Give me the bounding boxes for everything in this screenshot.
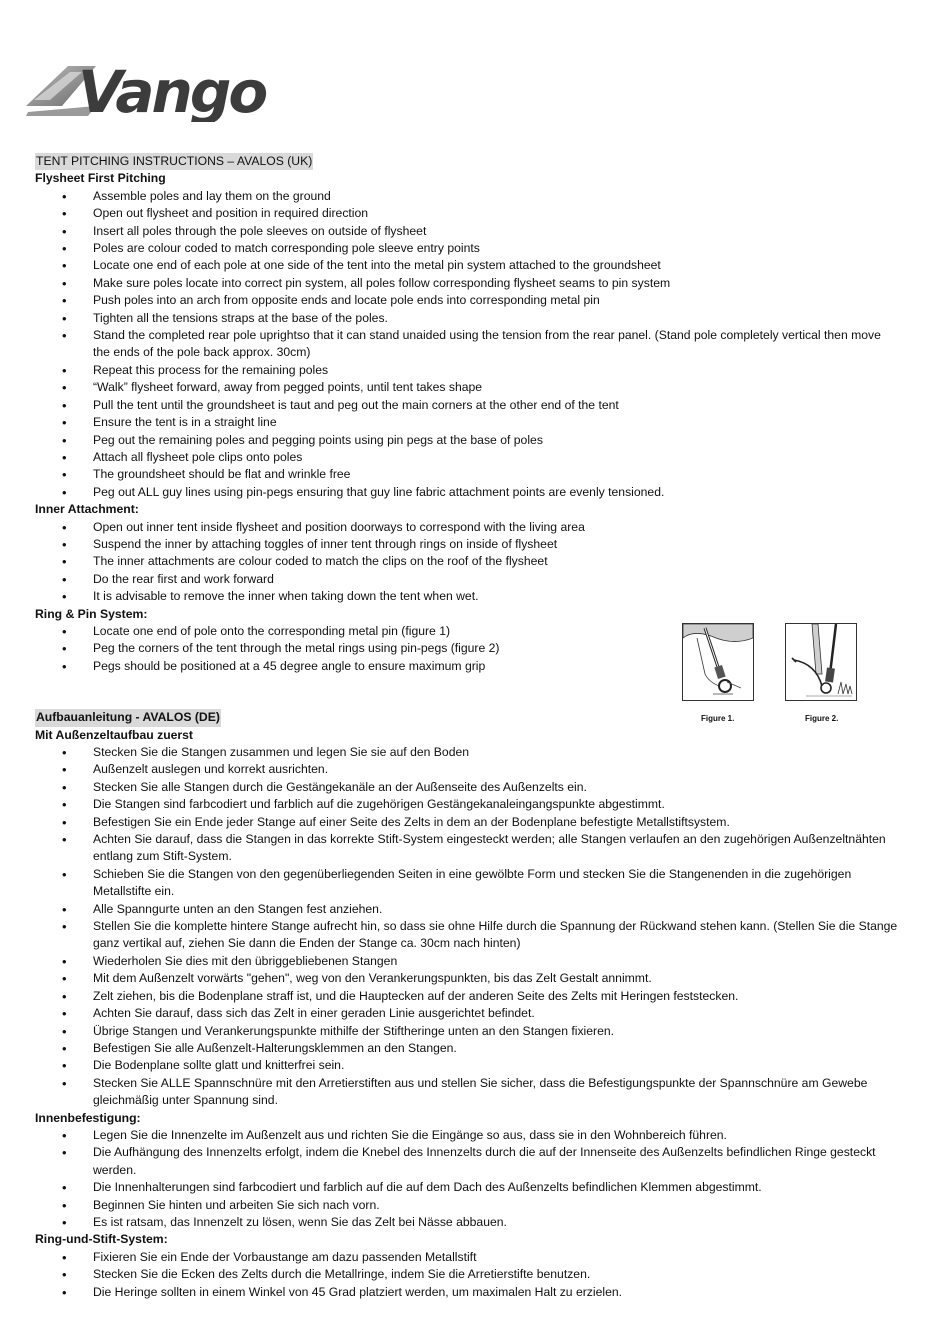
vango-logo-graphic — [26, 62, 301, 122]
list-item: • Die Innenhalterungen sind farbcodiert und farblich auf die auf dem Dach des Außenzelts befindlichen Klemmen abgestimmt. — [35, 1179, 900, 1196]
list-item: • Ensure the tent is in a straight line — [35, 414, 900, 431]
list-item: • Beginnen Sie hinten und arbeiten Sie sich nach vorn. — [35, 1197, 900, 1214]
list-item: • Locate one end of each pole at one side of the tent into the metal pin system attached to the groundsheet — [35, 257, 900, 274]
list-item: • Do the rear first and work forward — [35, 571, 900, 588]
list-item: • Pull the tent until the groundsheet is taut and peg out the main corners at the other end of the tent — [35, 397, 900, 414]
figure-2-caption: Figure 2. — [805, 714, 839, 723]
list-item: • Befestigen Sie ein Ende jeder Stange auf einer Seite des Zelts in dem an der Bodenplane befestigte Metallstiftsystem. — [35, 814, 900, 831]
list-item: • Befestigen Sie alle Außenzelt-Halterungsklemmen an den Stangen. — [35, 1040, 900, 1057]
list-item: • Open out inner tent inside flysheet and position doorways to correspond with the living area — [35, 519, 900, 536]
list-item: • Stecken Sie die Ecken des Zelts durch die Metallringe, indem Sie die Arretierstifte benutzen. — [35, 1266, 900, 1283]
uk-flysheet-heading: Flysheet First Pitching — [35, 171, 166, 186]
de-inner-list — [35, 1127, 900, 1231]
de-flysheet-heading: Mit Außenzeltaufbau zuerst — [35, 727, 193, 742]
list-item: • Push poles into an arch from opposite ends and locate pole ends into corresponding metal pin — [35, 292, 900, 309]
figure-1-illustration — [682, 623, 754, 701]
list-item: • Wiederholen Sie dies mit den übriggebliebenen Stangen — [35, 953, 900, 970]
ring-pin-figures — [682, 623, 857, 723]
list-item: • Poles are colour coded to match corresponding pole sleeve entry points — [35, 240, 900, 257]
list-item: • Alle Spanngurte unten an den Stangen fest anziehen. — [35, 901, 900, 918]
uk-flysheet-list — [35, 188, 900, 501]
uk-title: TENT PITCHING INSTRUCTIONS – AVALOS (UK) — [35, 153, 313, 170]
list-item: • Open out flysheet and position in required direction — [35, 205, 900, 222]
list-item: • Stand the completed rear pole uprightso that it can stand unaided using the tension from the rear panel. (Stand pole completely vertical then move the ends of the pole back approx. 30cm) — [35, 327, 900, 362]
list-item: • Mit dem Außenzelt vorwärts "gehen", weg von den Verankerungspunkten, bis das Zelt Gestalt annimmt. — [35, 970, 900, 987]
logo-wordmark: Vango — [78, 62, 266, 122]
de-ring-heading: Ring-und-Stift-System: — [35, 1232, 168, 1247]
uk-inner-list — [35, 519, 900, 606]
list-item: • It is advisable to remove the inner when taking down the tent when wet. — [35, 588, 900, 605]
list-item: • “Walk” flysheet forward, away from pegged points, until tent takes shape — [35, 379, 900, 396]
list-item: • Die Bodenplane sollte glatt und knitterfrei sein. — [35, 1057, 900, 1074]
list-item: • Suspend the inner by attaching toggles of inner tent through rings on inside of flysheet — [35, 536, 900, 553]
figure-1-caption: Figure 1. — [701, 714, 735, 723]
list-item: • Übrige Stangen und Verankerungspunkte mithilfe der Stiftheringe unten an den Stangen fixieren. — [35, 1023, 900, 1040]
list-item: • Pegs should be positioned at a 45 degree angle to ensure maximum grip — [35, 658, 900, 675]
list-item: • Repeat this process for the remaining poles — [35, 362, 900, 379]
list-item: • Zelt ziehen, bis die Bodenplane straff ist, und die Hauptecken auf der anderen Seite des Zelts mit Heringen feststecken. — [35, 988, 900, 1005]
list-item: • Peg the corners of the tent through the metal rings using pin-pegs (figure 2) — [35, 640, 900, 657]
list-item: • Insert all poles through the pole sleeves on outside of flysheet — [35, 223, 900, 240]
list-item: • Die Aufhängung des Innenzelts erfolgt, indem die Knebel des Innenzelts durch die auf der Innenseite des Außenzelts befindlichen Ringe gesteckt werden. — [35, 1144, 900, 1179]
de-title: Aufbauanleitung - AVALOS (DE) — [35, 709, 221, 726]
de-flysheet-list — [35, 744, 900, 1110]
list-item: • Es ist ratsam, das Innenzelt zu lösen, wenn Sie das Zelt bei Nässe abbauen. — [35, 1214, 900, 1231]
list-item: • The inner attachments are colour coded to match the clips on the roof of the flysheet — [35, 553, 900, 570]
list-item: • Achten Sie darauf, dass sich das Zelt in einer geraden Linie ausgerichtet befindet. — [35, 1005, 900, 1022]
uk-ring-heading: Ring & Pin System: — [35, 606, 148, 621]
de-inner-heading: Innenbefestigung: — [35, 1110, 141, 1125]
uk-inner-heading: Inner Attachment: — [35, 502, 139, 517]
list-item: • Make sure poles locate into correct pin system, all poles follow corresponding flysheet seams to pin system — [35, 275, 900, 292]
de-ring-list — [35, 1249, 900, 1301]
list-item: • Assemble poles and lay them on the ground — [35, 188, 900, 205]
instructions-body — [35, 153, 900, 1301]
list-item: • Stecken Sie ALLE Spannschnüre mit den Arretierstiften aus und stellen Sie sicher, dass die Befestigungspunkte der Spannschnüre am Gewebe gleichmäßig unter Spannung sind. — [35, 1075, 900, 1110]
list-item: • Stecken Sie alle Stangen durch die Gestängekanäle an der Außenseite des Außenzelts ein. — [35, 779, 900, 796]
list-item: • Peg out ALL guy lines using pin-pegs ensuring that guy line fabric attachment points are evenly tensioned. — [35, 484, 900, 501]
list-item: • Schieben Sie die Stangen von den gegenüberliegenden Seiten in eine gewölbte Form und stecken Sie die Stangenenden in die zugehörigen Metallstifte ein. — [35, 866, 900, 901]
vango-logo — [26, 62, 301, 122]
list-item: • Legen Sie die Innenzelte im Außenzelt aus und richten Sie die Eingänge so aus, dass sie in den Wohnbereich führen. — [35, 1127, 900, 1144]
list-item: • Peg out the remaining poles and pegging points using pin pegs at the base of poles — [35, 432, 900, 449]
list-item: • Fixieren Sie ein Ende der Vorbaustange am dazu passenden Metallstift — [35, 1249, 900, 1266]
figure-2-illustration — [785, 623, 857, 701]
list-item: • Die Heringe sollten in einem Winkel von 45 Grad platziert werden, um maximalen Halt zu erzielen. — [35, 1284, 900, 1301]
list-item: • Stellen Sie die komplette hintere Stange aufrecht hin, so dass sie ohne Hilfe durch die Spannung der Rückwand stehen kann. (Stellen Sie die Stange ganz vertikal auf, ziehen Sie dann die Enden der Stange ca. 30cm nach hinten) — [35, 918, 900, 953]
list-item: • Tighten all the tensions straps at the base of the poles. — [35, 310, 900, 327]
list-item: • Locate one end of pole onto the corresponding metal pin (figure 1) — [35, 623, 900, 640]
list-item: • Die Stangen sind farbcodiert und farblich auf die zugehörigen Gestängekanaleingangspunkte abgestimmt. — [35, 796, 900, 813]
list-item: • Achten Sie darauf, dass die Stangen in das korrekte Stift-System eingesteckt werden; alle Stangen verlaufen an den zugehörigen Außenzeltnähten entlang zum Stift-System. — [35, 831, 900, 866]
list-item: • The groundsheet should be flat and wrinkle free — [35, 466, 900, 483]
list-item: • Stecken Sie die Stangen zusammen und legen Sie sie auf den Boden — [35, 744, 900, 761]
list-item: • Außenzelt auslegen und korrekt ausrichten. — [35, 761, 900, 778]
list-item: • Attach all flysheet pole clips onto poles — [35, 449, 900, 466]
